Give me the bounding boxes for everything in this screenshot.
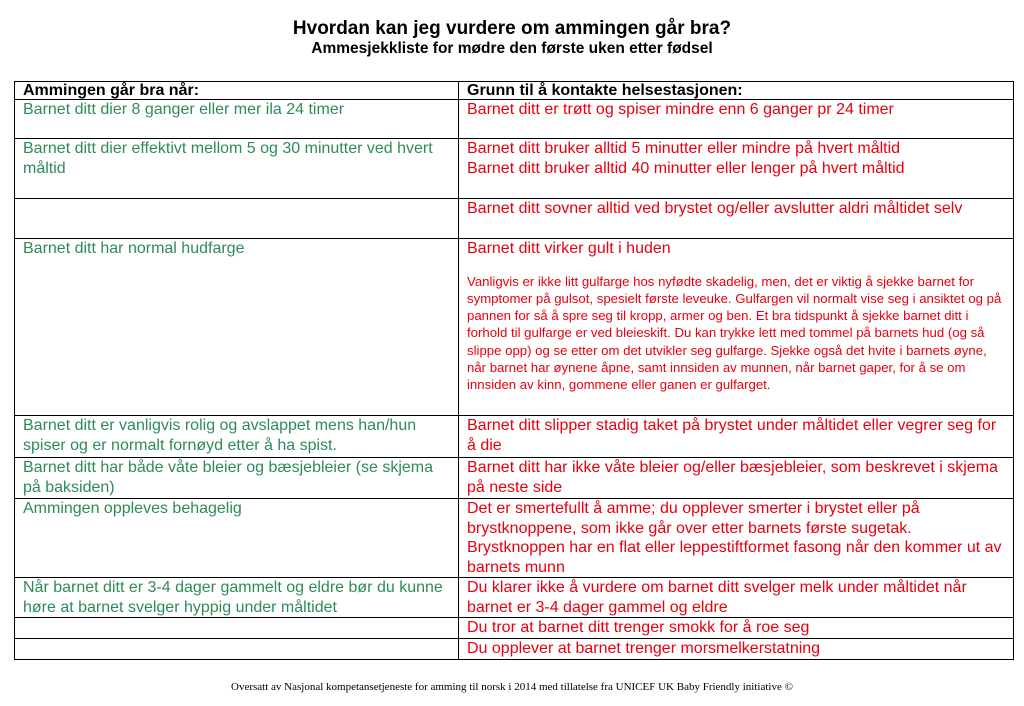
good-text: Barnet ditt er vanligvis rolig og avslappet mens han/hun spiser og er normalt fornøyd etter å ha spist. <box>23 417 417 454</box>
contact-cell <box>459 499 1014 578</box>
good-cell <box>15 199 459 239</box>
contact-cell <box>459 139 1014 199</box>
contact-cell <box>459 199 1014 239</box>
contact-cell <box>459 239 1014 416</box>
good-text: Barnet ditt dier effektivt mellom 5 og 30 minutter ved hvert måltid <box>23 140 433 177</box>
table-row <box>15 199 1014 239</box>
good-text: Når barnet ditt er 3-4 dager gammelt og eldre bør du kunne høre at barnet svelger hyppig under måltidet <box>23 579 443 616</box>
footer-credit: Oversatt av Nasjonal kompetansetjeneste for amming til norsk i 2014 med tillatelse fra UNICEF UK Baby Friendly initiative © <box>231 681 793 693</box>
good-cell <box>15 239 459 416</box>
contact-cell <box>459 458 1014 499</box>
page-title: Hvordan kan jeg vurdere om ammingen går bra? <box>292 18 732 39</box>
contact-text: Du tror at barnet ditt trenger smokk for å roe seg <box>467 619 810 636</box>
contact-text: Barnet ditt virker gult i huden <box>467 240 671 257</box>
contact-cell <box>459 416 1014 458</box>
table-row <box>15 239 1014 416</box>
contact-cell <box>459 578 1014 618</box>
contact-cell <box>459 100 1014 139</box>
good-text: Barnet ditt dier 8 ganger eller mer ila 24 timer <box>23 101 345 118</box>
table-row <box>15 100 1014 139</box>
page-subtitle: Ammesjekkliste for mødre den første uken etter fødsel <box>311 40 713 57</box>
jaundice-note: Vanligvis er ikke litt gulfarge hos nyfødte skadelig, men, det er viktig å sjekke barnet for symptomer på gulsot, spesielt første leveuke. Gulfargen vil normalt vise seg i ansiktet og på pannen for så å spre seg til kropp, armer og ben. Et bra tidspunkt å sjekke barnet ditt i forhold til gulfarge er ved bleieskift. Du kan trykke lett med tommel på barnets hud (og så slippe opp) og se etter om det utvikler seg gulfarge. Sjekke også det hvite i barnets øyne, når barnet har øynene åpne, samt innsiden av munnen, når barnet gaper, for å se om innsiden av kinn, gommene eller ganen er gulfarget. <box>467 273 1002 393</box>
contact-cell <box>459 638 1014 659</box>
table-row <box>15 638 1014 659</box>
good-cell <box>15 638 459 659</box>
good-cell <box>15 578 459 618</box>
contact-text: Brystknoppen har en flat eller leppestiftformet fasong når den kommer ut av barnets munn <box>467 539 1002 576</box>
good-text: Ammingen oppleves behagelig <box>23 500 242 517</box>
contact-text: Barnet ditt er trøtt og spiser mindre enn 6 ganger pr 24 timer <box>467 101 894 118</box>
contact-cell <box>459 618 1014 639</box>
table-row <box>15 458 1014 499</box>
good-cell <box>15 458 459 499</box>
good-text: Barnet ditt har både våte bleier og bæsjebleier (se skjema på baksiden) <box>23 459 433 496</box>
table-header-row <box>15 82 1014 100</box>
contact-text: Barnet ditt bruker alltid 5 minutter eller mindre på hvert måltid <box>467 140 901 157</box>
contact-text: Du opplever at barnet trenger morsmelkerstatning <box>467 639 821 657</box>
contact-text: Barnet ditt har ikke våte bleier og/eller bæsjebleier, som beskrevet i skjema på neste side <box>467 459 998 496</box>
good-cell <box>15 499 459 578</box>
good-cell <box>15 139 459 199</box>
good-cell <box>15 100 459 139</box>
good-cell <box>15 416 459 458</box>
contact-text: Det er smertefullt å amme; du opplever smerter i brystet eller på brystknoppene, som ikke går over etter barnets første sugetak. <box>467 500 920 537</box>
table-row <box>15 578 1014 618</box>
contact-text: Barnet ditt slipper stadig taket på brystet under måltidet eller vegrer seg for å die <box>467 417 997 454</box>
contact-text: Barnet ditt sovner alltid ved brystet og/eller avslutter aldri måltidet selv <box>467 200 963 217</box>
table-row <box>15 499 1014 578</box>
table-row <box>15 416 1014 458</box>
table-row <box>15 618 1014 639</box>
header-contact: Grunn til å kontakte helsestasjonen: <box>459 82 1014 100</box>
good-text: Barnet ditt har normal hudfarge <box>23 240 245 257</box>
header-good: Ammingen går bra når: <box>15 82 459 100</box>
contact-text: Barnet ditt bruker alltid 40 minutter eller lenger på hvert måltid <box>467 159 905 177</box>
table-body <box>15 100 1014 660</box>
good-cell <box>15 618 459 639</box>
contact-text: Du klarer ikke å vurdere om barnet ditt svelger melk under måltidet når barnet er 3-4 dager gammel og eldre <box>467 579 967 616</box>
table-row <box>15 139 1014 199</box>
checklist-table <box>14 81 1014 660</box>
